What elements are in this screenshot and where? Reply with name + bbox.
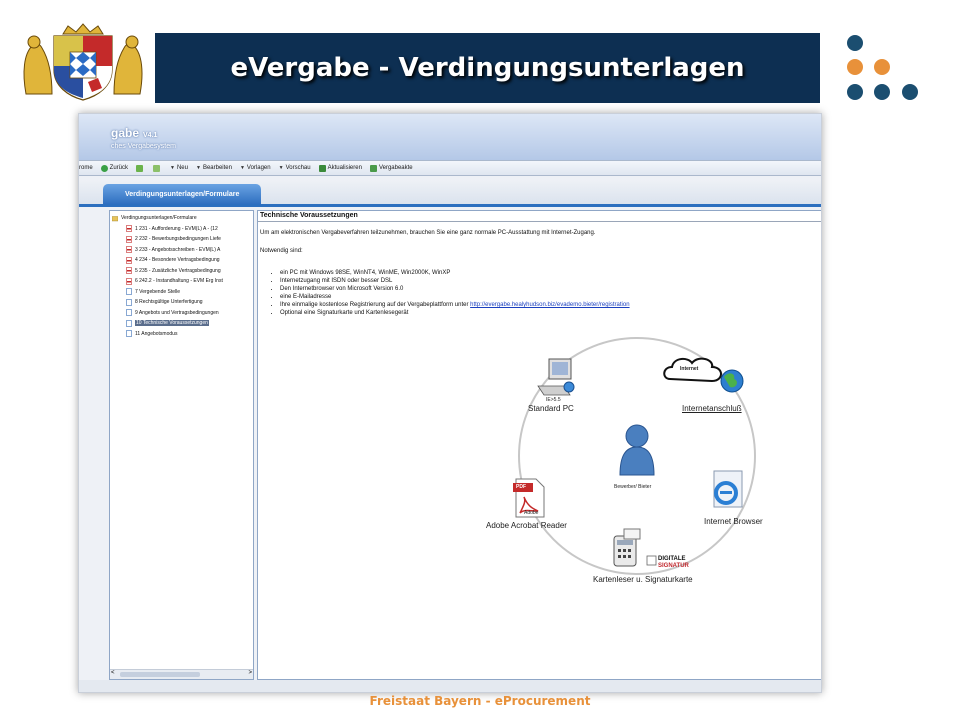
refresh-button[interactable] [319,165,362,172]
page-icon [126,309,132,316]
scroll-left-icon[interactable]: < [111,670,115,676]
send-icon [153,165,160,172]
content-needed: Notwendig sind: [260,248,303,254]
bavarian-coat-of-arms-logo [18,22,148,104]
pdf-document-icon [126,257,132,264]
requirements-diagram [258,211,822,679]
back-icon [101,165,108,172]
home-button-label: rome [79,165,93,171]
page-icon [126,330,132,337]
requirement-item: • eine E-Mailadresse [280,293,630,301]
app-name: gabe [111,126,140,140]
requirement-item: • Den Internetbrowser von Microsoft Version 6.0 [280,285,630,293]
tab-verdingungsunterlagen[interactable]: Verdingungsunterlagen/Formulare [103,184,261,204]
new-menu[interactable] [170,165,188,171]
requirement-item: • Internetzugang mit ISDN oder besser DSL [280,277,630,285]
tree-item-label: 10 Technische Voraussetzungen [136,320,208,327]
tree-item-label: 4 234 - Besondere Vertragsbedingung [135,257,220,264]
folder-open-icon [112,215,118,222]
internet-label: Internetanschluß [682,404,742,413]
card-label: Kartenleser u. Signaturkarte [593,575,693,584]
tree-panel [109,210,254,680]
tree-item-3[interactable] [112,245,223,256]
content-heading: Technische Voraussetzungen [260,212,358,219]
app-header [79,114,821,160]
toolbar [79,160,821,176]
pdf-document-icon [126,278,132,285]
tree-item-11[interactable] [112,329,223,340]
requirement-item: • ein PC mit Windows 98SE, WinNT4, WinME, Win2000K, WinXP [280,269,630,277]
edit-menu-label: Bearbeiten [202,165,232,171]
pdf-document-icon [126,225,132,232]
edit-menu[interactable] [196,165,232,171]
tree-item-1[interactable] [112,224,223,235]
vergabeakte-button-label: Vergabeakte [378,165,413,171]
dropdown-arrow-icon: ▼ [239,165,245,171]
send-button[interactable] [153,165,162,172]
refresh-icon [319,165,326,172]
tree-item-label: 5 235 - Zusätzliche Vertragsbedingung [135,267,221,274]
pdf-document-icon [126,267,132,274]
center-label: Bewerber/ Bieter [614,484,652,490]
digi-word-2: SIGNATUR [658,563,689,569]
home-button[interactable] [79,165,93,171]
templates-menu[interactable] [240,165,271,171]
content-panel [257,210,822,680]
tree-horizontal-scrollbar[interactable] [110,669,253,679]
cloud-label: Internet [680,366,699,372]
tree-item-label: 9 Angebots und Vertragsbedingungen [135,309,219,316]
decorative-dots-logo [838,30,928,110]
forward-icon [136,165,143,172]
pdf-document-icon [126,236,132,243]
person-icon [620,425,654,475]
page-icon [126,320,132,327]
signature-mark-icon [647,556,656,565]
vergabeakte-button[interactable] [370,165,413,172]
pc-note: IE>5.5 [546,397,561,403]
pdf-icon-label: PDF [516,484,526,490]
tree-item-label: 11 Angebotsmodus [135,330,178,337]
pdf-icon-sub: Adobe [524,510,539,516]
tree-root[interactable] [112,213,223,224]
tree-item-5[interactable] [112,266,223,277]
acrobat-label: Adobe Acrobat Reader [486,521,567,530]
internet-explorer-icon [714,471,742,507]
scroll-right-icon[interactable]: > [248,670,252,676]
tree-item-label: 1 231 - Aufforderung - EVM(L) A - (12 [135,225,218,232]
digitale-signatur-logo [658,556,689,570]
tree-item-label: 8 Rechtsgültige Unterfertigung [135,299,203,306]
tree-item-6[interactable] [112,276,223,287]
new-menu-label: Neu [176,165,188,171]
internet-cloud-icon [664,359,743,392]
dropdown-arrow-icon: ▼ [170,165,175,171]
file-icon [370,165,377,172]
tree-item-label: 2 232 - Bewerbungsbedingungen Liefe [135,236,221,243]
pc-label: Standard PC [528,404,574,413]
tree-item-7[interactable] [112,287,223,298]
dropdown-arrow-icon: ▼ [278,165,284,171]
tree-item-4[interactable] [112,255,223,266]
preview-menu[interactable] [279,165,311,171]
requirement-item: • Optional eine Signaturkarte und Kartenlesegerät [280,309,630,317]
tree-item-9[interactable] [112,308,223,319]
tree-root-label: Verdingungsunterlagen/Formulare [121,215,197,222]
pdf-document-icon [126,246,132,253]
forward-button[interactable] [136,165,145,172]
templates-menu-label: Vorlagen [246,165,271,171]
digi-word-1: DIGITALE [658,556,686,562]
tree-item-2[interactable] [112,234,223,245]
page-icon [126,288,132,295]
application-screenshot [78,113,822,693]
registration-text: Ihre einmalige kostenlose Registrierung auf der Vergabeplattform unter [280,302,469,309]
back-button[interactable] [101,165,128,172]
tree-item-label: 3 233 - Angebotsschreiben - EVM(L) A [135,246,221,253]
tree-item-label: 6 242.2 - Instandhaltung - EVM Erg Inst [135,278,223,285]
app-version: V4.1 [143,132,158,139]
page-icon [126,299,132,306]
computer-icon [538,359,574,395]
slide-title: eVergabe - Verdingungsunterlagen [230,53,745,83]
tree-item-8[interactable] [112,297,223,308]
status-strip [79,680,821,692]
tab-row [79,180,821,207]
content-intro: Um am elektronischen Vergabeverfahren teilzunehmen, brauchen Sie eine ganz normale PC-Ausstattung mit Internet-Zugang. [260,230,596,236]
back-button-label: Zurück [109,165,129,171]
tree-item-10-selected[interactable] [112,318,223,329]
tree-item-label: 7 Vergebende Stelle [135,288,181,295]
slide-title-bar [155,33,820,103]
refresh-button-label: Aktualisieren [327,165,362,171]
card-reader-icon [614,529,640,566]
preview-menu-label: Vorschau [285,165,311,171]
browser-label: Internet Browser [704,517,763,526]
app-subtitle: ches Vergabesystem [111,143,176,150]
registration-link[interactable]: http://evergabe.healyhudson.biz/evademo.bieter/registration [470,302,630,309]
slide-footer: Freistaat Bayern - eProcurement [369,694,591,708]
scroll-thumb[interactable] [120,672,200,677]
dropdown-arrow-icon: ▼ [195,165,201,171]
document-tree [112,213,223,339]
